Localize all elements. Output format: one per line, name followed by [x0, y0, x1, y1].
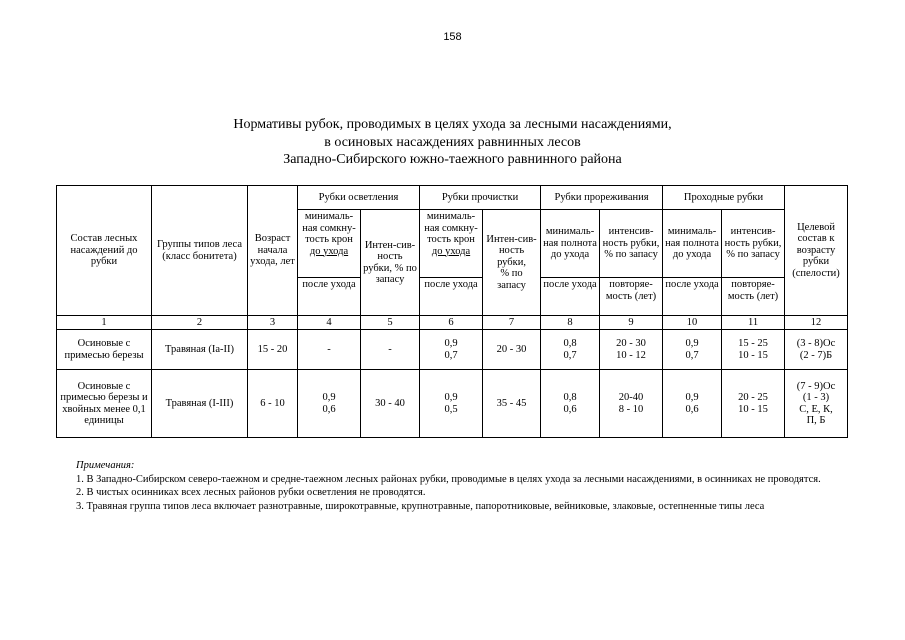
header-clar-min-closure-under: до ухода: [309, 245, 349, 257]
cell-clean-density-before: 0,9: [444, 338, 458, 349]
notes-header: Примечания:: [76, 460, 135, 471]
cell-age: 6 - 10: [248, 370, 298, 438]
header-clar-min-closure-top: минималь-ная сомкну-тость крон: [302, 211, 356, 245]
notes-section: [56, 459, 848, 513]
header-thin-after: после ухода: [541, 278, 600, 316]
table-row: [57, 370, 848, 438]
cell-clar-density-after: 0,6: [322, 403, 336, 415]
header-composition: Состав лесных насаждений до рубки: [57, 186, 152, 316]
cell-pass-repeat: 10 - 15: [738, 349, 768, 361]
cell-target-line-3: С, Е, К,: [799, 403, 833, 415]
header-clar-after: после ухода: [298, 278, 361, 316]
cell-target-line-1: (3 - 8)Ос: [796, 338, 836, 349]
cell-thin-density-after: 0,6: [563, 403, 577, 415]
col-num-2: 2: [152, 316, 248, 330]
cell-pass-repeat: 10 - 15: [738, 403, 768, 415]
cell-pass-values: [722, 330, 785, 370]
cell-clean-density-after: 0,5: [444, 403, 458, 415]
col-num-10: 10: [663, 316, 722, 330]
column-number-row: [57, 316, 848, 330]
col-num-4: 4: [298, 316, 361, 330]
cell-thin-density-before: 0,8: [563, 392, 577, 403]
cell-pass-density-after: 0,6: [685, 403, 699, 415]
cell-clar-intensity: 30 - 40: [361, 370, 420, 438]
header-clean-intensity-bottom: % по запасу: [497, 268, 526, 291]
header-pass-intensity: интенсив-ность рубки, % по запасу: [722, 210, 785, 278]
cell-clean-density: [420, 330, 483, 370]
document-title: [0, 116, 905, 169]
table-row: [57, 330, 848, 370]
header-group-clarifying: Рубки осветления: [298, 186, 420, 210]
cell-clar-density: [298, 370, 361, 438]
col-num-11: 11: [722, 316, 785, 330]
header-group-thinning: Рубки прореживания: [541, 186, 663, 210]
cell-clar-intensity: -: [361, 330, 420, 370]
cell-pass-values: [722, 370, 785, 438]
header-forest-group: Группы типов леса (класс бонитета): [152, 186, 248, 316]
header-pass-min-density: минималь-ная полнота до ухода: [663, 210, 722, 278]
title-line-1: Нормативы рубок, проводимых в целях ухода за лесными насаждениями,: [233, 117, 672, 132]
cell-clean-density-before: 0,9: [444, 392, 458, 403]
cell-thin-density-before: 0,8: [563, 338, 577, 349]
cell-thin-repeat: 10 - 12: [616, 349, 646, 361]
cell-age: 15 - 20: [248, 330, 298, 370]
col-num-6: 6: [420, 316, 483, 330]
col-num-7: 7: [483, 316, 541, 330]
cell-clean-intensity: 35 - 45: [483, 370, 541, 438]
cell-composition: Осиновые с примесью березы и хвойных менее 0,1 единицы: [57, 370, 152, 438]
header-clean-intensity: [483, 210, 541, 316]
col-num-3: 3: [248, 316, 298, 330]
cell-pass-intensity: 15 - 25: [738, 338, 768, 349]
cell-target-line-2: (1 - 3): [802, 392, 830, 403]
cell-forest-group: Травяная (I-III): [152, 370, 248, 438]
cell-thin-intensity: 20 - 30: [616, 338, 646, 349]
cell-target: [785, 330, 848, 370]
col-num-12: 12: [785, 316, 848, 330]
cell-target-line-2: (2 - 7)Б: [799, 349, 833, 361]
cell-thin-density: [541, 330, 600, 370]
cell-thin-density: [541, 370, 600, 438]
cell-forest-group: Травяная (Iа-II): [152, 330, 248, 370]
cell-clar-density: -: [298, 330, 361, 370]
header-clean-min-closure-top: минималь-ная сомкну-тость крон: [424, 211, 478, 245]
note-item-1: 1. В Западно-Сибирском северо-таежном и средне-таежном лесных районах рубки, проводимые в целях ухода за лесными насаждениями, в осинниках не проводятся.: [76, 473, 821, 485]
cell-clean-density-after: 0,7: [444, 349, 458, 361]
cell-clar-density-before: 0,9: [322, 392, 336, 403]
cell-pass-density-before: 0,9: [685, 392, 699, 403]
note-item-2: 2. В чистых осинниках всех лесных районов рубки осветления не проводятся.: [76, 487, 426, 498]
col-num-1: 1: [57, 316, 152, 330]
header-clar-min-closure: [298, 210, 361, 278]
cell-pass-density-before: 0,9: [685, 338, 699, 349]
col-num-8: 8: [541, 316, 600, 330]
cell-composition: Осиновые с примесью березы: [57, 330, 152, 370]
cell-thin-values: [600, 370, 663, 438]
header-group-cleaning: Рубки прочистки: [420, 186, 541, 210]
cell-thin-values: [600, 330, 663, 370]
col-num-9: 9: [600, 316, 663, 330]
cell-thin-density-after: 0,7: [563, 349, 577, 361]
title-line-2: в осиновых насаждениях равнинных лесов: [324, 134, 581, 150]
header-pass-repeat: повторяе-мость (лет): [722, 278, 785, 316]
header-clean-min-closure-under: до ухода: [431, 245, 471, 257]
header-clean-intensity-top: Интен-сив-ность рубки,: [486, 233, 537, 268]
cell-thin-repeat: 8 - 10: [618, 403, 644, 415]
cell-pass-density: [663, 330, 722, 370]
cell-thin-intensity: 20-40: [618, 392, 644, 403]
cell-target-line-4: П, Б: [806, 415, 826, 426]
norms-table: [56, 185, 848, 438]
header-clean-after: после ухода: [420, 278, 483, 316]
note-item-3: 3. Травяная группа типов леса включает разнотравные, широкотравные, крупнотравные, папоротниковые, вейниковые, злаковые, остепненные типы леса: [76, 500, 765, 512]
header-target: Целевой состав к возрасту рубки (спелости): [785, 186, 848, 316]
col-num-5: 5: [361, 316, 420, 330]
cell-clean-intensity: 20 - 30: [483, 330, 541, 370]
header-clar-intensity: Интен-сив-ность рубки, % по запасу: [361, 210, 420, 316]
cell-target: [785, 370, 848, 438]
title-line-3: Западно-Сибирского южно-таежного равнинного района: [283, 152, 622, 167]
page-number: 158: [443, 31, 462, 43]
cell-pass-density-after: 0,7: [685, 349, 699, 361]
header-group-passing: Проходные рубки: [663, 186, 785, 210]
header-thin-min-density: минималь-ная полнота до ухода: [541, 210, 600, 278]
cell-clean-density: [420, 370, 483, 438]
header-pass-after: после ухода: [663, 278, 722, 316]
cell-pass-intensity: 20 - 25: [738, 392, 768, 403]
header-age: Возраст начала ухода, лет: [248, 186, 298, 316]
header-thin-intensity: интенсив-ность рубки, % по запасу: [600, 210, 663, 278]
header-thin-repeat: повторяе-мость (лет): [600, 278, 663, 316]
cell-target-line-1: (7 - 9)Ос: [796, 380, 836, 392]
cell-pass-density: [663, 370, 722, 438]
header-clean-min-closure: [420, 210, 483, 278]
